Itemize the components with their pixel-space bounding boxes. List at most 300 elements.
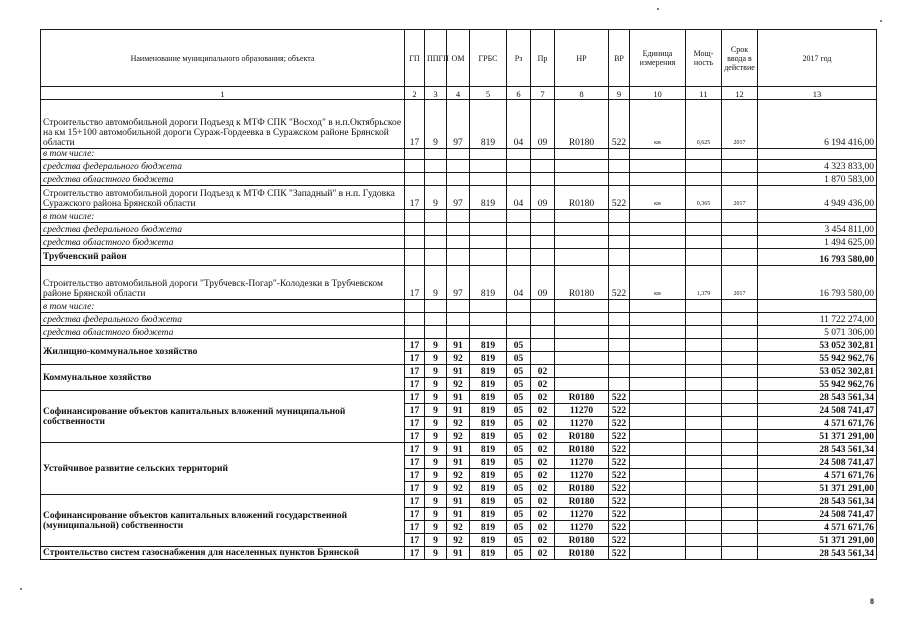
cell-om: 92 bbox=[447, 482, 470, 495]
cell-term bbox=[722, 352, 758, 365]
cell-term bbox=[722, 443, 758, 456]
cell-gp: 17 bbox=[405, 456, 425, 469]
cell-amount: 55 942 962,76 bbox=[758, 378, 877, 391]
cell-grbs bbox=[470, 149, 507, 160]
cell-ppgp: 9 bbox=[425, 521, 447, 534]
cell-om bbox=[447, 249, 470, 266]
group-row bbox=[41, 443, 877, 456]
cell-ppgp bbox=[425, 249, 447, 266]
cell-amount: 1 870 583,00 bbox=[758, 173, 877, 186]
table-body bbox=[41, 30, 877, 560]
cell-rz: 05 bbox=[507, 482, 531, 495]
cell-vr bbox=[609, 378, 630, 391]
cell-rz: 05 bbox=[507, 495, 531, 508]
cell-grbs bbox=[470, 313, 507, 326]
cell-pr bbox=[531, 149, 555, 160]
cell-rz: 05 bbox=[507, 339, 531, 352]
group-name: Строительство систем газоснабжения для населенных пунктов Брянской bbox=[41, 547, 405, 560]
row-name: Строительство автомобильной дороги "Трубчевск-Погар"-Колодезки в Трубчевском районе Брянской области bbox=[41, 266, 405, 300]
cell-vr bbox=[609, 326, 630, 339]
cell-ppgp: 9 bbox=[425, 456, 447, 469]
header-name: Наименование муниципального образования; объекта bbox=[41, 30, 405, 87]
group-name: Жилищно-коммунальное хозяйство bbox=[41, 339, 405, 365]
cell-gp bbox=[405, 313, 425, 326]
group-name: Коммунальное хозяйство bbox=[41, 365, 405, 391]
cell-grbs bbox=[470, 236, 507, 249]
cell-ppgp bbox=[425, 210, 447, 223]
cell-grbs: 819 bbox=[470, 365, 507, 378]
cell-om: 91 bbox=[447, 404, 470, 417]
cell-term bbox=[722, 326, 758, 339]
cell-rz: 05 bbox=[507, 391, 531, 404]
cell-term bbox=[722, 534, 758, 547]
cell-power bbox=[686, 173, 722, 186]
table-row bbox=[41, 149, 877, 160]
cell-rz: 05 bbox=[507, 404, 531, 417]
cell-term bbox=[722, 469, 758, 482]
cell-power bbox=[686, 508, 722, 521]
cell-ppgp: 9 bbox=[425, 469, 447, 482]
cell-grbs: 819 bbox=[470, 521, 507, 534]
column-number-row bbox=[41, 87, 877, 100]
cell-amount: 3 454 811,00 bbox=[758, 223, 877, 236]
cell-pr bbox=[531, 352, 555, 365]
cell-gp: 17 bbox=[405, 186, 425, 210]
cell-grbs: 819 bbox=[470, 186, 507, 210]
cell-unit: км bbox=[630, 266, 686, 300]
cell-om bbox=[447, 149, 470, 160]
cell-vr: 522 bbox=[609, 469, 630, 482]
cell-rz: 05 bbox=[507, 352, 531, 365]
table-row bbox=[41, 266, 877, 300]
cell-amount: 51 371 291,00 bbox=[758, 430, 877, 443]
col-number: 8 bbox=[555, 87, 609, 100]
cell-term bbox=[722, 391, 758, 404]
cell-amount: 28 543 561,34 bbox=[758, 391, 877, 404]
cell-vr: 522 bbox=[609, 443, 630, 456]
col-number: 1 bbox=[41, 87, 405, 100]
cell-unit bbox=[630, 352, 686, 365]
cell-grbs: 819 bbox=[470, 495, 507, 508]
cell-nr: 11270 bbox=[555, 404, 609, 417]
cell-power bbox=[686, 365, 722, 378]
cell-om: 92 bbox=[447, 352, 470, 365]
cell-amount: 5 071 306,00 bbox=[758, 326, 877, 339]
cell-pr bbox=[531, 326, 555, 339]
cell-rz: 04 bbox=[507, 266, 531, 300]
cell-ppgp: 9 bbox=[425, 378, 447, 391]
cell-rz: 04 bbox=[507, 100, 531, 149]
scan-speck bbox=[20, 588, 22, 590]
cell-ppgp: 9 bbox=[425, 430, 447, 443]
cell-om: 97 bbox=[447, 100, 470, 149]
cell-nr bbox=[555, 313, 609, 326]
cell-nr bbox=[555, 149, 609, 160]
header-row bbox=[41, 30, 877, 87]
row-name: средства областного бюджета bbox=[41, 173, 405, 186]
cell-gp bbox=[405, 210, 425, 223]
cell-term bbox=[722, 173, 758, 186]
cell-power bbox=[686, 482, 722, 495]
cell-nr: 11270 bbox=[555, 469, 609, 482]
cell-gp: 17 bbox=[405, 100, 425, 149]
cell-amount: 28 543 561,34 bbox=[758, 547, 877, 560]
cell-grbs bbox=[470, 300, 507, 313]
cell-vr bbox=[609, 210, 630, 223]
cell-term bbox=[722, 210, 758, 223]
cell-om: 92 bbox=[447, 430, 470, 443]
cell-term: 2017 bbox=[722, 266, 758, 300]
cell-nr bbox=[555, 326, 609, 339]
cell-power bbox=[686, 149, 722, 160]
cell-gp: 17 bbox=[405, 404, 425, 417]
cell-gp bbox=[405, 173, 425, 186]
cell-gp: 17 bbox=[405, 521, 425, 534]
table-row bbox=[41, 223, 877, 236]
cell-amount: 51 371 291,00 bbox=[758, 534, 877, 547]
table-row bbox=[41, 300, 877, 313]
col-number: 12 bbox=[722, 87, 758, 100]
cell-vr bbox=[609, 339, 630, 352]
cell-rz bbox=[507, 300, 531, 313]
cell-rz: 05 bbox=[507, 534, 531, 547]
cell-amount: 11 722 274,00 bbox=[758, 313, 877, 326]
cell-unit bbox=[630, 534, 686, 547]
cell-rz bbox=[507, 160, 531, 173]
cell-gp bbox=[405, 223, 425, 236]
cell-unit bbox=[630, 300, 686, 313]
cell-amount: 24 508 741,47 bbox=[758, 456, 877, 469]
cell-vr: 522 bbox=[609, 456, 630, 469]
cell-unit bbox=[630, 508, 686, 521]
cell-om bbox=[447, 160, 470, 173]
cell-nr bbox=[555, 300, 609, 313]
cell-gp bbox=[405, 160, 425, 173]
cell-pr: 09 bbox=[531, 100, 555, 149]
col-number: 2 bbox=[405, 87, 425, 100]
cell-pr: 02 bbox=[531, 456, 555, 469]
cell-term bbox=[722, 417, 758, 430]
col-number: 3 bbox=[425, 87, 447, 100]
cell-power bbox=[686, 443, 722, 456]
cell-unit: км bbox=[630, 100, 686, 149]
cell-vr bbox=[609, 173, 630, 186]
col-number: 11 bbox=[686, 87, 722, 100]
table-row bbox=[41, 326, 877, 339]
cell-vr: 522 bbox=[609, 430, 630, 443]
cell-vr bbox=[609, 352, 630, 365]
cell-vr bbox=[609, 313, 630, 326]
cell-amount: 53 052 302,81 bbox=[758, 339, 877, 352]
cell-ppgp: 9 bbox=[425, 404, 447, 417]
cell-amount: 4 949 436,00 bbox=[758, 186, 877, 210]
cell-grbs: 819 bbox=[470, 469, 507, 482]
col-number: 9 bbox=[609, 87, 630, 100]
cell-ppgp bbox=[425, 326, 447, 339]
cell-grbs: 819 bbox=[470, 534, 507, 547]
cell-gp bbox=[405, 326, 425, 339]
cell-grbs: 819 bbox=[470, 339, 507, 352]
cell-power: 0,625 bbox=[686, 100, 722, 149]
cell-amount: 1 494 625,00 bbox=[758, 236, 877, 249]
district-row bbox=[41, 249, 877, 266]
cell-nr bbox=[555, 352, 609, 365]
cell-pr: 02 bbox=[531, 404, 555, 417]
cell-nr: R0180 bbox=[555, 100, 609, 149]
cell-vr bbox=[609, 236, 630, 249]
cell-grbs: 819 bbox=[470, 508, 507, 521]
cell-om: 91 bbox=[447, 365, 470, 378]
row-name: средства областного бюджета bbox=[41, 326, 405, 339]
cell-amount: 24 508 741,47 bbox=[758, 508, 877, 521]
cell-nr: R0180 bbox=[555, 443, 609, 456]
cell-vr: 522 bbox=[609, 534, 630, 547]
cell-om: 91 bbox=[447, 456, 470, 469]
cell-gp: 17 bbox=[405, 534, 425, 547]
cell-gp: 17 bbox=[405, 495, 425, 508]
page-number: 8 bbox=[870, 597, 874, 606]
header-power: Мощ-ность bbox=[686, 30, 722, 87]
table-row bbox=[41, 186, 877, 210]
cell-nr bbox=[555, 249, 609, 266]
cell-gp: 17 bbox=[405, 547, 425, 560]
table-row bbox=[41, 313, 877, 326]
cell-vr: 522 bbox=[609, 100, 630, 149]
cell-vr: 522 bbox=[609, 508, 630, 521]
cell-vr bbox=[609, 223, 630, 236]
cell-vr: 522 bbox=[609, 186, 630, 210]
cell-rz bbox=[507, 326, 531, 339]
cell-pr: 02 bbox=[531, 482, 555, 495]
table-row bbox=[41, 236, 877, 249]
cell-term bbox=[722, 430, 758, 443]
cell-unit bbox=[630, 236, 686, 249]
cell-ppgp bbox=[425, 223, 447, 236]
cell-ppgp bbox=[425, 313, 447, 326]
cell-power bbox=[686, 300, 722, 313]
cell-power bbox=[686, 223, 722, 236]
cell-ppgp bbox=[425, 149, 447, 160]
cell-amount: 55 942 962,76 bbox=[758, 352, 877, 365]
cell-pr bbox=[531, 173, 555, 186]
cell-rz bbox=[507, 149, 531, 160]
cell-vr bbox=[609, 365, 630, 378]
cell-rz: 05 bbox=[507, 378, 531, 391]
cell-om: 91 bbox=[447, 443, 470, 456]
cell-om: 91 bbox=[447, 339, 470, 352]
cell-grbs: 819 bbox=[470, 352, 507, 365]
header-pr: Пр bbox=[531, 30, 555, 87]
cell-gp: 17 bbox=[405, 352, 425, 365]
cell-grbs bbox=[470, 249, 507, 266]
cell-term bbox=[722, 149, 758, 160]
cell-amount: 28 543 561,34 bbox=[758, 495, 877, 508]
cell-grbs bbox=[470, 160, 507, 173]
cell-rz bbox=[507, 210, 531, 223]
cell-gp: 17 bbox=[405, 417, 425, 430]
cell-grbs bbox=[470, 326, 507, 339]
cell-gp: 17 bbox=[405, 339, 425, 352]
header-term: Срок ввода в действие bbox=[722, 30, 758, 87]
cell-term bbox=[722, 160, 758, 173]
cell-term bbox=[722, 339, 758, 352]
cell-ppgp bbox=[425, 160, 447, 173]
cell-nr: 11270 bbox=[555, 417, 609, 430]
cell-pr bbox=[531, 249, 555, 266]
cell-rz: 05 bbox=[507, 456, 531, 469]
cell-nr: R0180 bbox=[555, 186, 609, 210]
row-name: Строительство автомобильной дороги Подъезд к МТФ СПК "Восход" в н.п.Октябрьское на км 15+100 автомобильной дороги Сураж-Гордеевка в Суражском районе Брянской области bbox=[41, 100, 405, 149]
cell-ppgp bbox=[425, 173, 447, 186]
cell-unit bbox=[630, 223, 686, 236]
cell-power bbox=[686, 378, 722, 391]
row-name: средства областного бюджета bbox=[41, 236, 405, 249]
cell-nr bbox=[555, 339, 609, 352]
cell-om bbox=[447, 210, 470, 223]
cell-rz bbox=[507, 173, 531, 186]
cell-pr bbox=[531, 223, 555, 236]
group-row bbox=[41, 547, 877, 560]
header-vr: ВР bbox=[609, 30, 630, 87]
cell-power: 1,379 bbox=[686, 266, 722, 300]
cell-unit bbox=[630, 160, 686, 173]
cell-term bbox=[722, 404, 758, 417]
cell-unit bbox=[630, 173, 686, 186]
cell-unit bbox=[630, 482, 686, 495]
cell-gp: 17 bbox=[405, 430, 425, 443]
cell-amount bbox=[758, 149, 877, 160]
cell-nr: R0180 bbox=[555, 534, 609, 547]
cell-power bbox=[686, 456, 722, 469]
cell-unit bbox=[630, 521, 686, 534]
cell-pr bbox=[531, 160, 555, 173]
cell-nr bbox=[555, 210, 609, 223]
cell-power bbox=[686, 521, 722, 534]
cell-amount: 24 508 741,47 bbox=[758, 404, 877, 417]
group-row bbox=[41, 495, 877, 508]
cell-term bbox=[722, 223, 758, 236]
header-gp: ГП bbox=[405, 30, 425, 87]
cell-vr: 522 bbox=[609, 547, 630, 560]
cell-grbs: 819 bbox=[470, 266, 507, 300]
cell-ppgp: 9 bbox=[425, 339, 447, 352]
cell-pr: 02 bbox=[531, 534, 555, 547]
cell-nr: 11270 bbox=[555, 521, 609, 534]
cell-rz: 04 bbox=[507, 186, 531, 210]
row-name: в том числе: bbox=[41, 149, 405, 160]
cell-power bbox=[686, 236, 722, 249]
row-name: Трубчевский район bbox=[41, 249, 405, 266]
cell-amount: 6 194 416,00 bbox=[758, 100, 877, 149]
cell-pr: 02 bbox=[531, 469, 555, 482]
cell-rz: 05 bbox=[507, 508, 531, 521]
cell-pr: 02 bbox=[531, 365, 555, 378]
cell-om: 91 bbox=[447, 495, 470, 508]
cell-rz: 05 bbox=[507, 547, 531, 560]
cell-ppgp: 9 bbox=[425, 391, 447, 404]
cell-grbs: 819 bbox=[470, 378, 507, 391]
cell-grbs bbox=[470, 173, 507, 186]
cell-grbs: 819 bbox=[470, 391, 507, 404]
group-row bbox=[41, 391, 877, 404]
cell-vr: 522 bbox=[609, 391, 630, 404]
cell-pr bbox=[531, 300, 555, 313]
cell-power bbox=[686, 417, 722, 430]
cell-unit bbox=[630, 443, 686, 456]
cell-ppgp: 9 bbox=[425, 443, 447, 456]
cell-grbs: 819 bbox=[470, 482, 507, 495]
cell-rz: 05 bbox=[507, 443, 531, 456]
cell-om: 91 bbox=[447, 547, 470, 560]
cell-power: 0,365 bbox=[686, 186, 722, 210]
cell-ppgp bbox=[425, 300, 447, 313]
cell-unit bbox=[630, 149, 686, 160]
cell-vr: 522 bbox=[609, 495, 630, 508]
cell-om: 91 bbox=[447, 391, 470, 404]
table-row bbox=[41, 160, 877, 173]
cell-pr bbox=[531, 339, 555, 352]
cell-nr bbox=[555, 365, 609, 378]
cell-gp: 17 bbox=[405, 365, 425, 378]
cell-unit bbox=[630, 378, 686, 391]
header-year: 2017 год bbox=[758, 30, 877, 87]
cell-unit bbox=[630, 417, 686, 430]
cell-pr: 02 bbox=[531, 521, 555, 534]
cell-pr: 02 bbox=[531, 495, 555, 508]
cell-power bbox=[686, 547, 722, 560]
cell-gp bbox=[405, 149, 425, 160]
scan-speck bbox=[657, 8, 659, 10]
row-name: средства федерального бюджета bbox=[41, 160, 405, 173]
cell-term bbox=[722, 547, 758, 560]
cell-ppgp: 9 bbox=[425, 495, 447, 508]
cell-power bbox=[686, 404, 722, 417]
cell-power bbox=[686, 313, 722, 326]
cell-term bbox=[722, 300, 758, 313]
cell-vr: 522 bbox=[609, 482, 630, 495]
cell-grbs: 819 bbox=[470, 443, 507, 456]
col-number: 6 bbox=[507, 87, 531, 100]
cell-ppgp: 9 bbox=[425, 266, 447, 300]
cell-gp: 17 bbox=[405, 391, 425, 404]
header-grbs: ГРБС bbox=[470, 30, 507, 87]
cell-rz bbox=[507, 249, 531, 266]
cell-ppgp: 9 bbox=[425, 482, 447, 495]
cell-ppgp bbox=[425, 236, 447, 249]
cell-nr: R0180 bbox=[555, 482, 609, 495]
cell-vr: 522 bbox=[609, 521, 630, 534]
cell-om: 97 bbox=[447, 186, 470, 210]
cell-nr bbox=[555, 236, 609, 249]
cell-grbs: 819 bbox=[470, 404, 507, 417]
budget-table bbox=[40, 29, 877, 560]
cell-amount: 16 793 580,00 bbox=[758, 249, 877, 266]
col-number: 5 bbox=[470, 87, 507, 100]
col-number: 7 bbox=[531, 87, 555, 100]
cell-grbs bbox=[470, 223, 507, 236]
cell-amount: 4 571 671,76 bbox=[758, 469, 877, 482]
cell-pr bbox=[531, 236, 555, 249]
cell-unit bbox=[630, 326, 686, 339]
cell-nr: 11270 bbox=[555, 456, 609, 469]
cell-term bbox=[722, 378, 758, 391]
cell-term bbox=[722, 508, 758, 521]
cell-om: 91 bbox=[447, 508, 470, 521]
cell-gp: 17 bbox=[405, 266, 425, 300]
cell-unit bbox=[630, 456, 686, 469]
group-name: Софинансирование объектов капитальных вложений государственной (муниципальной) собственности bbox=[41, 495, 405, 547]
cell-vr bbox=[609, 300, 630, 313]
